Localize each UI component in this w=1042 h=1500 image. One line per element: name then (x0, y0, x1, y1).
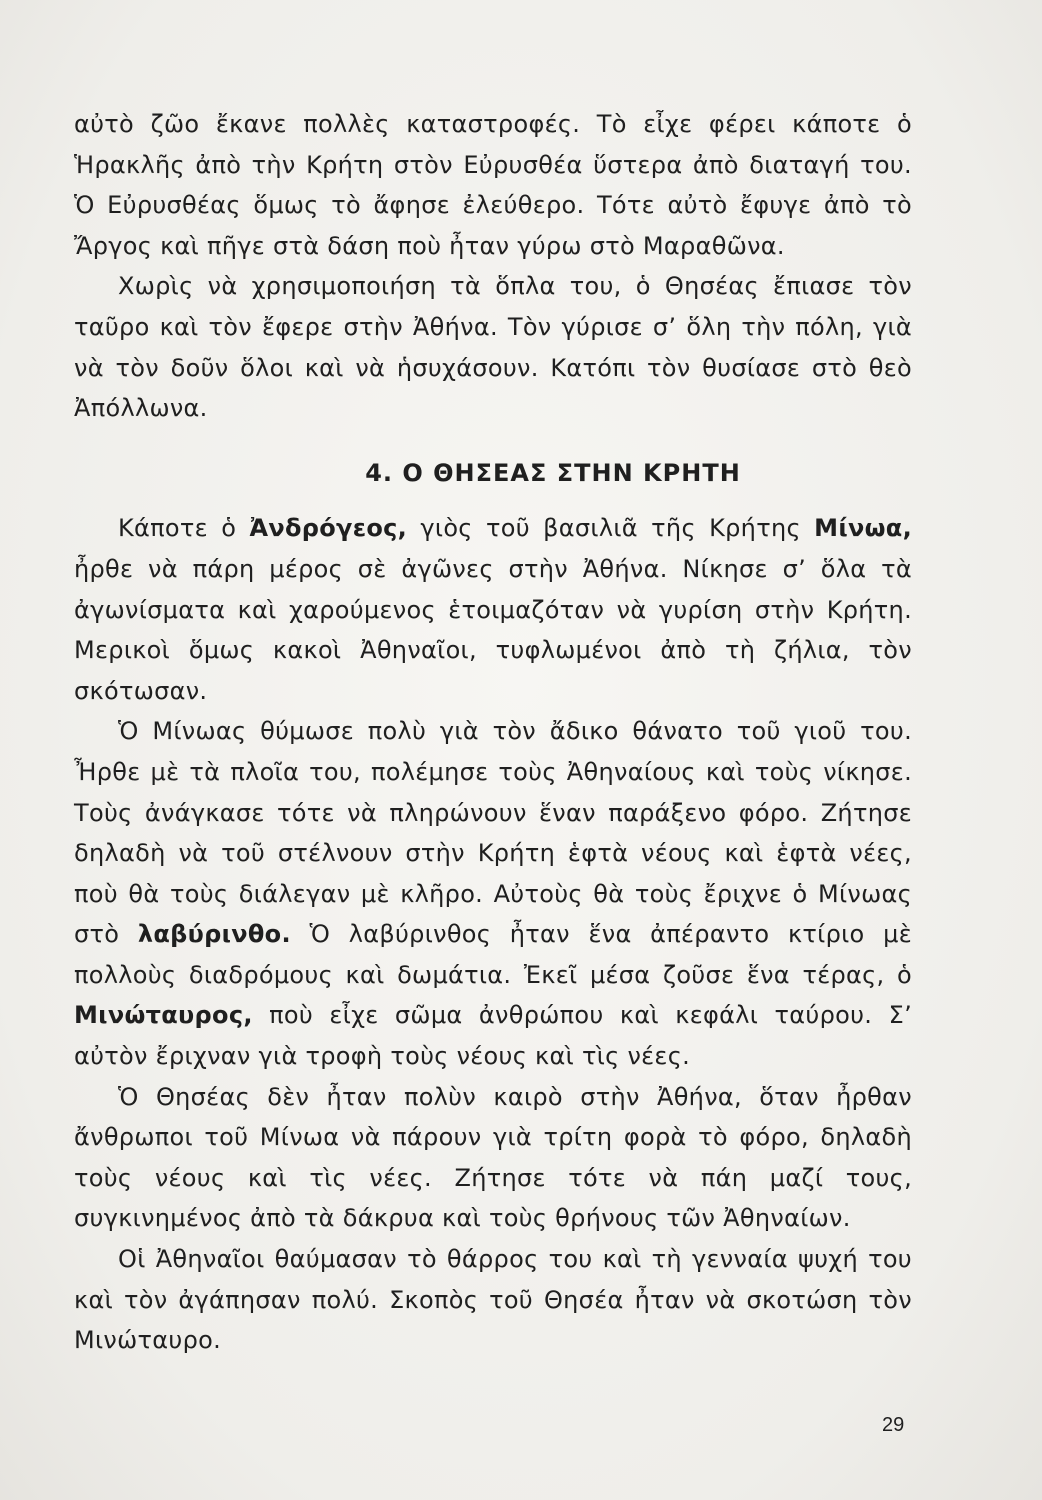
paragraph-5: Ὁ Θησέας δὲν ἦταν πολὺν καιρὸ στὴν Ἀθήνα, ὅταν ἦρθαν ἄνθρωποι τοῦ Μίνωα νὰ πάρουν γιὰ τρίτη φορὰ τὸ φόρο, δηλαδὴ τοὺς νέους καὶ τὶς νέες. Ζήτησε τότε νὰ πάη μαζί τους, συγκινημένος ἀπὸ τὰ δάκρυα καὶ τοὺς θρήνους τῶν Ἀθηναίων. (74, 1082, 912, 1233)
paragraph-4 (74, 711, 912, 1076)
paragraph-2: Χωρὶς νὰ χρησιμοποιήση τὰ ὅπλα του, ὁ Θησέας ἔπιασε τὸν ταῦρο καὶ τὸν ἔφερε στὴν Ἀθήνα. Τὸν γύρισε σ’ ὅλη τὴν πόλη, γιὰ νὰ τὸν δοῦν ὅλοι καὶ νὰ ἡσυχάσουν. Κατόπι τὸν θυσίασε στὸ θεὸ Ἀπόλλωνα. (74, 272, 912, 423)
paragraph-3-text-1: Κάποτε ὁ (118, 514, 250, 543)
page-number: 29 (882, 1414, 905, 1436)
paragraph-6: Οἱ Ἀθηναῖοι θαύμασαν τὸ θάρρος του καὶ τὴ γενναία ψυχή του καὶ τὸν ἀγάπησαν πολύ. Σκοπὸς τοῦ Θησέα ἦταν νὰ σκοτώση τὸν Μινώταυρο. (74, 1245, 912, 1355)
name-minotaur: Μινώταυρος, (74, 1001, 253, 1030)
page-text (74, 104, 912, 1361)
term-labyrinth: λαβύρινθο. (137, 920, 291, 949)
chapter-heading: 4. Ο ΘΗΣΕΑΣ ΣΤΗΝ ΚΡΗΤΗ (365, 458, 741, 487)
paragraph-3-text-3: ἦρθε νὰ πάρη μέρος σὲ ἀγῶνες στὴν Ἀθήνα. Νίκησε σ’ ὅλα τὰ ἀγωνίσματα καὶ χαρούμενος ἑτοιμαζόταν νὰ γυρίση στὴν Κρήτη. Μερικοὶ ὅμως κακοὶ Ἀθηναῖοι, τυφλωμένοι ἀπὸ τὴ ζήλια, τὸν σκότωσαν. (74, 554, 912, 705)
paragraph-1: αὐτὸ ζῶο ἔκανε πολλὲς καταστροφές. Τὸ εἶχε φέρει κάποτε ὁ Ἡρακλῆς ἀπὸ τὴν Κρήτη στὸν Εὐρυσθέα ὕστερα ἀπὸ διαταγή του. Ὁ Εὐρυσθέας ὅμως τὸ ἄφησε ἐλεύθερο. Τότε αὐτὸ ἔφυγε ἀπὸ τὸ Ἄργος καὶ πῆγε στὰ δάση ποὺ ἦταν γύρω στὸ Μαραθῶνα. (74, 110, 912, 260)
name-androgeos: Ἀνδρόγεος, (249, 514, 408, 543)
paragraph-4-text-2: Ὁ λαβύρινθος ἦταν ἕνα ἀπέραντο κτίριο μὲ πολλοὺς διαδρόμους καὶ δωμάτια. Ἐκεῖ μέσα ζοῦσε ἕνα τέρας, ὁ (74, 920, 912, 989)
paragraph-3-text-2: γιὸς τοῦ βασιλιᾶ τῆς Κρήτης (407, 514, 815, 543)
name-minos: Μίνωα, (814, 514, 912, 543)
paragraph-3 (74, 508, 912, 711)
paragraph-4-text-3: ποὺ εἶχε σῶμα ἀνθρώπου καὶ κεφάλι ταύρου. Σ’ αὐτὸν ἔριχναν γιὰ τροφὴ τοὺς νέους καὶ τὶς νέες. (74, 1001, 912, 1071)
paragraph-4-text-1: Ὁ Μίνωας θύμωσε πολὺ γιὰ τὸν ἄδικο θάνατο τοῦ γιοῦ του. Ἦρθε μὲ τὰ πλοῖα του, πολέμησε τοὺς Ἀθηναίους καὶ τοὺς νίκησε. Τοὺς ἀνάγκασε τότε νὰ πληρώνουν ἕναν παράξενο φόρο. Ζήτησε δηλαδὴ νὰ τοῦ στέλνουν στὴν Κρήτη ἑφτὰ νέους καὶ ἑφτὰ νέες, ποὺ θὰ τοὺς διάλεγαν μὲ κλῆρο. Αὐτοὺς θὰ τοὺς ἔριχνε ὁ Μίνωας στὸ (74, 717, 912, 949)
